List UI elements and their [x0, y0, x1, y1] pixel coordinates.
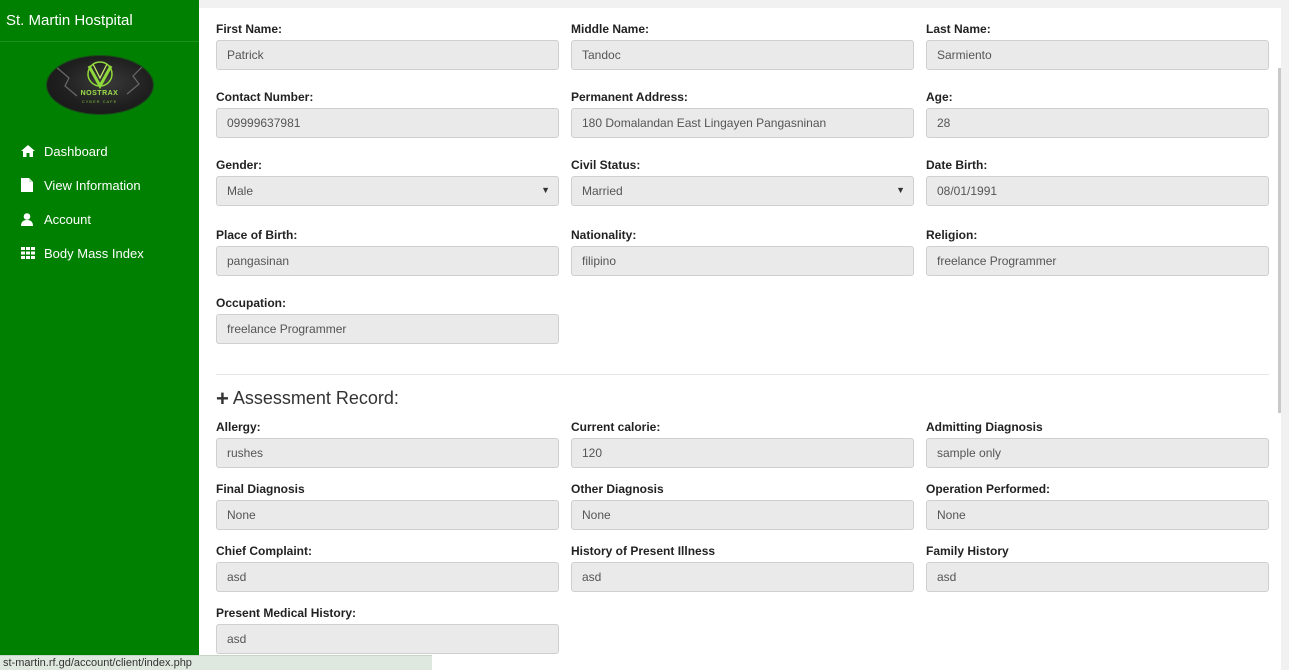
- gender-label: Gender:: [216, 158, 263, 172]
- sidebar-item-body-mass-index[interactable]: [0, 236, 199, 270]
- sidebar-item-view-information[interactable]: [0, 168, 199, 202]
- place-of-birth-group: [216, 228, 559, 276]
- religion-field[interactable]: freelance Programmer: [926, 246, 1269, 276]
- first-name-group: [216, 22, 559, 70]
- admitting-diagnosis-group: [926, 420, 1269, 468]
- middle-name-field[interactable]: Tandoc: [571, 40, 914, 70]
- family-history-field[interactable]: asd: [926, 562, 1269, 592]
- last-name-group: [926, 22, 1269, 70]
- last-name-label: Last Name:: [926, 22, 991, 36]
- logo: [47, 56, 153, 114]
- permanent-address-field[interactable]: 180 Domalandan East Lingayen Pangasninan: [571, 108, 914, 138]
- sidebar-item-label: View Information: [44, 177, 141, 193]
- current-calorie-field[interactable]: 120: [571, 438, 914, 468]
- gender-select-value: Male: [227, 184, 254, 198]
- present-medical-history-field[interactable]: asd: [216, 624, 559, 654]
- allergy-field[interactable]: rushes: [216, 438, 559, 468]
- age-group: [926, 90, 1269, 138]
- operation-performed-field[interactable]: None: [926, 500, 1269, 530]
- sidebar-item-label: Account: [44, 211, 91, 227]
- operation-performed-group: [926, 482, 1269, 530]
- sidebar-item-label: Body Mass Index: [44, 245, 144, 261]
- other-diagnosis-field[interactable]: None: [571, 500, 914, 530]
- sidebar: [0, 0, 199, 670]
- permanent-address-group: [571, 90, 914, 138]
- allergy-group: [216, 420, 559, 468]
- chief-complaint-group: [216, 544, 559, 592]
- occupation-group: [216, 296, 559, 344]
- admitting-diagnosis-label: Admitting Diagnosis: [926, 420, 1043, 434]
- religion-group: [926, 228, 1269, 276]
- other-diagnosis-label: Other Diagnosis: [571, 482, 664, 496]
- final-diagnosis-label: Final Diagnosis: [216, 482, 305, 496]
- assessment-record-title: Assessment Record:: [232, 388, 399, 408]
- gender-group: [216, 158, 559, 206]
- permanent-address-label: Permanent Address:: [571, 90, 688, 104]
- place-of-birth-label: Place of Birth:: [216, 228, 298, 242]
- user-icon: [21, 213, 44, 226]
- nationality-field[interactable]: filipino: [571, 246, 914, 276]
- logo-container: [0, 42, 199, 128]
- present-medical-history-label: Present Medical History:: [216, 606, 357, 620]
- date-birth-group: [926, 158, 1269, 206]
- scrollbar[interactable]: [1278, 68, 1281, 413]
- plus-icon: +: [216, 385, 229, 411]
- sidebar-item-label: Dashboard: [44, 143, 108, 159]
- present-medical-history-group: [216, 606, 559, 654]
- chief-complaint-label: Chief Complaint:: [216, 544, 312, 558]
- place-of-birth-field[interactable]: pangasinan: [216, 246, 559, 276]
- grid-icon: [21, 247, 44, 259]
- assessment-record-heading: [216, 385, 399, 411]
- allergy-label: Allergy:: [216, 420, 261, 434]
- other-diagnosis-group: [571, 482, 914, 530]
- family-history-group: [926, 544, 1269, 592]
- first-name-field[interactable]: Patrick: [216, 40, 559, 70]
- contact-number-field[interactable]: 09999637981: [216, 108, 559, 138]
- nationality-group: [571, 228, 914, 276]
- status-bar-url: st-martin.rf.gd/account/client/index.php: [0, 655, 432, 670]
- nationality-label: Nationality:: [571, 228, 637, 242]
- religion-label: Religion:: [926, 228, 978, 242]
- history-present-illness-field[interactable]: asd: [571, 562, 914, 592]
- occupation-label: Occupation:: [216, 296, 287, 310]
- section-divider: [216, 374, 1269, 375]
- history-present-illness-label: History of Present Illness: [571, 544, 716, 558]
- logo-text: NOSTRAX: [80, 90, 119, 97]
- caret-down-icon: ▼: [896, 185, 905, 195]
- middle-name-group: [571, 22, 914, 70]
- contact-number-group: [216, 90, 559, 138]
- date-birth-field[interactable]: 08/01/1991: [926, 176, 1269, 206]
- final-diagnosis-group: [216, 482, 559, 530]
- operation-performed-label: Operation Performed:: [926, 482, 1051, 496]
- age-label: Age:: [926, 90, 953, 104]
- chief-complaint-field[interactable]: asd: [216, 562, 559, 592]
- history-present-illness-group: [571, 544, 914, 592]
- current-calorie-label: Current calorie:: [571, 420, 661, 434]
- first-name-label: First Name:: [216, 22, 283, 36]
- current-calorie-group: [571, 420, 914, 468]
- civil-status-select[interactable]: [571, 176, 914, 206]
- logo-subtext: CYBER CAFE: [81, 99, 118, 104]
- home-icon: [21, 145, 44, 157]
- main-content: [199, 8, 1281, 670]
- sidebar-item-dashboard[interactable]: [0, 134, 199, 168]
- civil-status-group: [571, 158, 914, 206]
- brand-title[interactable]: St. Martin Hostpital: [0, 0, 199, 42]
- sidebar-item-account[interactable]: [0, 202, 199, 236]
- admitting-diagnosis-field[interactable]: sample only: [926, 438, 1269, 468]
- family-history-label: Family History: [926, 544, 1009, 558]
- contact-number-label: Contact Number:: [216, 90, 314, 104]
- occupation-field[interactable]: freelance Programmer: [216, 314, 559, 344]
- civil-status-select-value: Married: [582, 184, 623, 198]
- date-birth-label: Date Birth:: [926, 158, 988, 172]
- gender-select[interactable]: [216, 176, 559, 206]
- file-icon: [21, 178, 44, 192]
- sidebar-nav: [0, 134, 199, 270]
- age-field[interactable]: 28: [926, 108, 1269, 138]
- caret-down-icon: ▼: [541, 185, 550, 195]
- middle-name-label: Middle Name:: [571, 22, 650, 36]
- civil-status-label: Civil Status:: [571, 158, 641, 172]
- last-name-field[interactable]: Sarmiento: [926, 40, 1269, 70]
- final-diagnosis-field[interactable]: None: [216, 500, 559, 530]
